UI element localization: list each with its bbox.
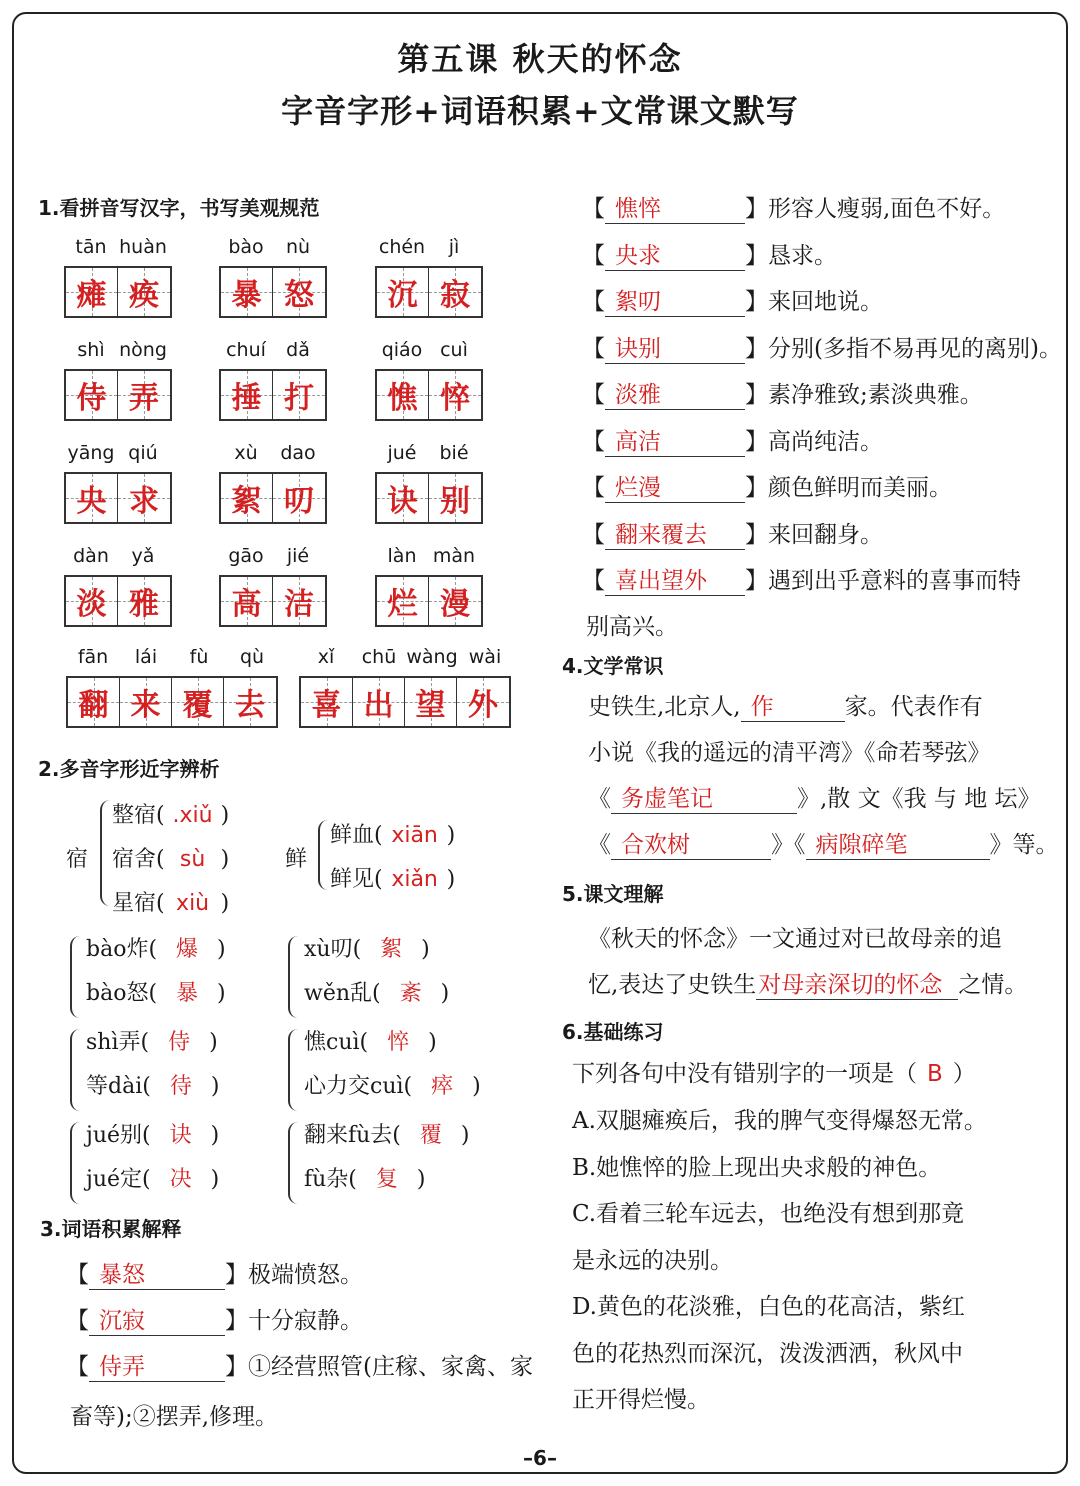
pinyin-label: wài: [468, 646, 502, 668]
pinyin-label: jué: [387, 442, 417, 464]
pinyin-label: fān: [77, 646, 109, 668]
pinyin-label: nòng: [119, 339, 167, 361]
tianzige-cell: [273, 577, 325, 625]
bracket-open: 【: [582, 428, 605, 455]
prompt-text: 星宿(: [112, 891, 165, 916]
section-5-heading: 5.课文理解: [562, 882, 664, 906]
vocab-item: [582, 376, 983, 410]
bracket-open: 【: [66, 1262, 89, 1288]
pinyin-label: qù: [239, 646, 265, 668]
definition: 】形容人瘦弱,面色不好。: [745, 196, 1006, 222]
tianzige-cell: [377, 577, 429, 625]
pinyin-label: qiú: [128, 442, 158, 464]
definition: 】颜色鲜明而美丽。: [745, 475, 952, 501]
answer: 待: [169, 1074, 192, 1099]
pinyin-label: bào: [228, 236, 264, 258]
answer: 侍弄: [99, 1354, 145, 1380]
answer-blank: [605, 237, 745, 271]
tianzige-cell: [301, 678, 353, 726]
tianzige-box: [219, 266, 327, 318]
polyphone-head-su: 宿: [66, 847, 89, 872]
bracket-open: 【: [582, 521, 605, 548]
vocab-item: [66, 1256, 363, 1290]
pinyin-label: jié: [286, 545, 310, 567]
pinyin-label: yāng: [67, 442, 115, 464]
answer-char: 雅: [129, 587, 159, 622]
tianzige-box: [66, 676, 278, 728]
brace: [70, 1029, 80, 1111]
tianzige-box: [375, 369, 483, 421]
tianzige-cell: [221, 474, 273, 522]
definition: 】①经营照管(庄稼、家禽、家: [225, 1354, 533, 1380]
exercise-line: B.她憔悴的脸上现出央求般的神色。: [572, 1154, 942, 1181]
answer: 淡雅: [615, 382, 661, 408]
vocab-item: [582, 237, 837, 271]
prompt-text: wěn乱(: [304, 981, 381, 1006]
answer: 暴: [176, 981, 199, 1006]
vocab-item: [66, 1302, 363, 1336]
fill-row: [304, 1118, 470, 1149]
tianzige-cell: [273, 474, 325, 522]
answer: 诀: [169, 1123, 192, 1148]
brace: [70, 936, 80, 1018]
prompt-text: 憔cuì(: [304, 1030, 369, 1055]
answer: 紊: [399, 981, 422, 1006]
answer-char: 暴: [231, 278, 262, 313]
answer-char: 去: [235, 688, 265, 723]
exercise-line: 是永远的决别。: [572, 1247, 733, 1274]
definition: 】遇到出乎意料的喜事而特: [745, 568, 1021, 594]
answer-char: 悴: [440, 381, 470, 416]
answer: 悴: [387, 1030, 410, 1055]
answer-char: 憔: [387, 381, 418, 416]
answer: 作: [750, 694, 774, 720]
section-1-heading: 1.看拼音写汉字，书写美观规范: [38, 196, 320, 220]
answer-char: 淡: [76, 587, 107, 622]
tianzige-cell: [118, 474, 170, 522]
fill-row: [304, 932, 430, 963]
pinyin-label: xǐ: [317, 646, 335, 668]
tianzige-cell: [377, 371, 429, 419]
answer: 喜出望外: [615, 568, 707, 594]
comprehension-line-2: 忆,表达了史铁生对母亲深切的怀念 之情。: [588, 966, 1027, 1000]
literature-line-1: 史铁生,北京人, 作 家。代表作有: [588, 688, 983, 722]
pinyin-label: nù: [285, 236, 311, 258]
answer: 爆: [176, 937, 199, 962]
bracket-open: 【: [582, 475, 605, 501]
answer-char: 叨: [284, 484, 314, 519]
tianzige-box: [219, 575, 327, 627]
tianzige-cell: [68, 678, 120, 726]
exercise-line: 色的花热烈而深沉，泼泼洒洒，秋风中: [572, 1340, 963, 1367]
tianzige-cell: [429, 577, 481, 625]
fill-row: [86, 1118, 219, 1149]
pinyin-label: yǎ: [131, 545, 155, 567]
prompt-text: jué定(: [86, 1167, 151, 1192]
brace: [288, 1122, 298, 1204]
tianzige-cell: [221, 371, 273, 419]
answer-blank: [89, 1348, 225, 1382]
tianzige-box: [64, 472, 172, 524]
definition: 】分别(多指不易再见的离别)。: [745, 335, 1062, 362]
section-4-heading: 4.文学常识: [562, 654, 664, 678]
bracket-open: 【: [66, 1354, 89, 1380]
pinyin-label: cuì: [440, 339, 468, 361]
close-paren: ): [210, 1167, 220, 1192]
answer-char: 外: [468, 688, 498, 723]
vocab-item: [582, 562, 1021, 596]
answer-char: 打: [284, 381, 314, 416]
prompt-text: 鲜血(: [330, 823, 383, 848]
exercise-line: 正开得烂慢。: [572, 1387, 710, 1413]
fill-row: [86, 1025, 218, 1056]
bracket-open: 【: [66, 1308, 89, 1334]
exercise-line: A.双腿瘫痪后，我的脾气变得爆怒无常。: [572, 1108, 987, 1134]
tianzige-cell: [429, 474, 481, 522]
close-paren: ): [446, 867, 456, 892]
prompt-text: 翻来fù去(: [304, 1123, 401, 1148]
exercise-line: D.黄色的花淡雅，白色的花高洁，紫红: [572, 1294, 965, 1320]
tianzige-box: [219, 369, 327, 421]
pinyin-label: gāo: [228, 545, 264, 567]
close-paren: ): [428, 1030, 437, 1055]
tianzige-box: [64, 266, 172, 318]
tianzige-cell: [221, 577, 273, 625]
answer: 瘁: [431, 1074, 454, 1099]
pinyin-label: shì: [77, 339, 105, 361]
tianzige-box: [375, 266, 483, 318]
answer-blank: [605, 562, 745, 596]
answer: 务虚笔记: [621, 786, 713, 812]
prompt-text: fù杂(: [304, 1167, 357, 1192]
close-paren: ): [421, 937, 430, 962]
pinyin-label: chén: [378, 236, 426, 258]
bracket-open: 【: [582, 242, 605, 269]
tianzige-cell: [120, 678, 172, 726]
answer-char: 沉: [387, 278, 418, 313]
tianzige-cell: [172, 678, 224, 726]
tianzige-cell: [377, 474, 429, 522]
fill-row: [330, 862, 455, 893]
answer: 对母亲深切的怀念: [758, 972, 943, 998]
close-paren: ): [220, 803, 230, 828]
answer: 合欢树: [621, 832, 690, 858]
answer: sù: [179, 847, 206, 872]
tianzige-box: [64, 575, 172, 627]
answer-blank: [89, 1256, 225, 1290]
prompt-text: 宿舍(: [112, 847, 165, 872]
answer-blank: [605, 423, 745, 457]
tianzige-cell: [377, 268, 429, 316]
answer: 絮叨: [615, 289, 661, 315]
fill-row: [330, 818, 455, 849]
lesson-title: 第五课 秋天的怀念: [397, 40, 683, 78]
definition: 】十分寂静。: [225, 1308, 363, 1334]
section-6-heading: 6.基础练习: [562, 1020, 664, 1044]
pinyin-label: dǎ: [286, 339, 310, 361]
section-2-heading: 2.多音字形近字辨析: [38, 757, 220, 781]
answer: 覆: [419, 1123, 442, 1148]
tianzige-cell: [118, 268, 170, 316]
brace: [100, 800, 110, 906]
bracket-open: 【: [582, 335, 605, 362]
fill-row: [86, 1162, 219, 1193]
tianzige-cell: [66, 371, 118, 419]
close-paren: ): [460, 1123, 470, 1148]
pinyin-label: qiáo: [381, 339, 423, 361]
answer: 暴怒: [99, 1262, 145, 1288]
definition: 】素净雅致;素淡典雅。: [745, 382, 983, 408]
vocab-item: [582, 516, 883, 550]
prompt-text: 等dài(: [86, 1074, 151, 1099]
fill-row: [112, 842, 229, 873]
pinyin-label: huàn: [119, 236, 167, 258]
vocab-item: [582, 330, 1062, 364]
prompt-text: 整宿(: [112, 803, 165, 828]
exercise-question: 下列各句中没有错别字的一项是（ B ）: [572, 1061, 976, 1087]
vocab-item: [582, 423, 883, 457]
literature-line-2: 小说《我的遥远的清平湾》《命若琴弦》: [588, 740, 991, 766]
answer-char: 诀: [387, 484, 418, 519]
fill-row: [86, 1069, 219, 1100]
answer-char: 瘫: [76, 278, 107, 313]
tianzige-cell: [405, 678, 457, 726]
close-paren: ): [416, 1167, 426, 1192]
definition: 】极端愤怒。: [225, 1262, 363, 1288]
answer-char: 侍: [76, 381, 107, 416]
answer-blank: [605, 469, 745, 503]
prompt-text: bào炸(: [86, 937, 158, 962]
vocab-item: [582, 190, 1005, 224]
pinyin-label: xù: [234, 442, 258, 464]
pinyin-label: dao: [280, 442, 316, 464]
fill-row: [304, 1162, 426, 1193]
tianzige-box: [375, 575, 483, 627]
vocab-continuation: 畜等);②摆弄,修理。: [70, 1404, 279, 1430]
definition: 】来回翻身。: [745, 521, 883, 548]
vocab-continuation: 别高兴。: [586, 614, 678, 640]
prompt-text: jué别(: [86, 1123, 151, 1148]
answer: 央求: [615, 242, 661, 269]
prompt-text: 心力交cuì(: [304, 1074, 413, 1099]
tianzige-cell: [221, 268, 273, 316]
brace: [318, 820, 328, 890]
pinyin-label: wàng: [406, 646, 458, 668]
fill-row: [112, 798, 229, 829]
bracket-open: 【: [582, 289, 605, 315]
answer-char: 出: [363, 688, 394, 723]
pinyin-label: lái: [134, 646, 158, 668]
pinyin-label: dàn: [73, 545, 109, 567]
answer-char: 捶: [231, 381, 262, 416]
answer-char: 絮: [231, 484, 262, 519]
tianzige-box: [64, 369, 172, 421]
section-3-heading: 3.词语积累解释: [40, 1217, 182, 1241]
tianzige-box: [375, 472, 483, 524]
close-paren: ): [217, 937, 226, 962]
definition: 】恳求。: [745, 242, 837, 269]
tianzige-cell: [66, 474, 118, 522]
pinyin-label: tān: [75, 236, 107, 258]
answer-char: 弄: [129, 381, 159, 416]
answer-blank: [605, 283, 745, 317]
lesson-subtitle: 字音字形+词语积累+文常课文默写: [281, 92, 799, 130]
page-number: –6–: [523, 1446, 557, 1470]
pinyin-label: làn: [387, 545, 417, 567]
answer-char: 来: [130, 688, 161, 723]
pinyin-label: jì: [448, 236, 460, 258]
answer-blank: [605, 516, 745, 550]
tianzige-cell: [273, 268, 325, 316]
fill-row: [304, 976, 449, 1007]
brace: [288, 936, 298, 1018]
tianzige-box: [219, 472, 327, 524]
literature-line-4: 《 合欢树 》《 病隙碎笔 》等。: [588, 826, 1059, 860]
answer-char: 高: [231, 587, 262, 622]
answer: 沉寂: [99, 1308, 145, 1334]
pinyin-label: màn: [432, 545, 476, 567]
tianzige-cell: [66, 268, 118, 316]
bracket-open: 【: [582, 196, 605, 222]
answer-char: 漫: [440, 587, 470, 622]
close-paren: ): [209, 1030, 218, 1055]
answer-char: 覆: [182, 688, 213, 723]
close-paren: ): [440, 981, 450, 1006]
vocab-item: [582, 283, 883, 317]
tianzige-cell: [457, 678, 509, 726]
pinyin-label: chū: [361, 646, 397, 668]
answer-blank: [605, 190, 745, 224]
tianzige-cell: [353, 678, 405, 726]
close-paren: ): [220, 847, 230, 872]
answer-blank: [605, 330, 745, 364]
fill-row: [304, 1069, 481, 1100]
answer-char: 烂: [387, 587, 418, 622]
answer: 烂漫: [615, 475, 661, 501]
tianzige-cell: [224, 678, 276, 726]
answer: 絮: [380, 937, 403, 962]
prompt-text: shì弄(: [86, 1030, 150, 1055]
pinyin-label: chuí: [226, 339, 266, 361]
prompt-text: 鲜见(: [330, 867, 383, 892]
answer-char: 寂: [440, 278, 470, 313]
pinyin-label: fù: [189, 646, 209, 668]
close-paren: ): [217, 981, 226, 1006]
answer: B: [927, 1061, 943, 1087]
bracket-open: 【: [582, 568, 605, 594]
answer-blank: [605, 376, 745, 410]
answer: 病隙碎笔: [815, 832, 908, 858]
answer-char: 别: [440, 484, 470, 519]
answer: xiān: [391, 823, 438, 848]
tianzige-box: [299, 676, 511, 728]
literature-line-3: 《 务虚笔记 》,散 文《我 与 地 坛》: [588, 780, 1041, 814]
answer: 翻来覆去: [615, 521, 707, 548]
answer-char: 怒: [284, 278, 314, 313]
definition: 】高尚纯洁。: [745, 428, 883, 455]
answer-blank: [89, 1302, 225, 1336]
fill-row: [86, 932, 226, 963]
answer-char: 洁: [284, 587, 314, 622]
tianzige-cell: [66, 577, 118, 625]
close-paren: ): [472, 1074, 481, 1099]
answer: xiǎn: [391, 867, 438, 892]
answer: 复: [375, 1167, 398, 1192]
definition: 】来回地说。: [745, 289, 883, 315]
bracket-open: 【: [582, 382, 605, 408]
answer: xiù: [176, 891, 210, 916]
vocab-item: [66, 1348, 533, 1382]
answer-char: 痪: [129, 278, 159, 313]
prompt-text: xù叨(: [304, 937, 362, 962]
answer-char: 央: [76, 484, 107, 519]
close-paren: ): [446, 823, 456, 848]
fill-row: [112, 886, 229, 917]
answer-char: 喜: [311, 688, 342, 723]
tianzige-cell: [273, 371, 325, 419]
pinyin-label: bié: [439, 442, 469, 464]
tianzige-cell: [118, 577, 170, 625]
answer: 高洁: [615, 428, 661, 455]
brace: [70, 1122, 80, 1204]
tianzige-cell: [118, 371, 170, 419]
fill-row: [86, 976, 226, 1007]
tianzige-cell: [429, 371, 481, 419]
polyphone-head-xian: 鲜: [285, 847, 308, 872]
close-paren: ): [210, 1123, 220, 1148]
fill-row: [304, 1025, 437, 1056]
answer-char: 翻: [78, 688, 109, 723]
prompt-text: bào怒(: [86, 981, 158, 1006]
answer: 诀别: [615, 335, 661, 362]
answer-char: 求: [129, 484, 159, 519]
answer: 侍: [168, 1030, 191, 1055]
answer: .xiǔ: [172, 803, 213, 828]
answer-char: 望: [415, 688, 446, 723]
close-paren: ): [210, 1074, 220, 1099]
close-paren: ): [220, 891, 230, 916]
vocab-item: [582, 469, 952, 503]
exercise-line: C.看着三轮车远去，也绝没有想到那竟: [572, 1201, 965, 1227]
answer: 决: [169, 1167, 192, 1192]
answer: 憔悴: [615, 196, 661, 222]
brace: [288, 1029, 298, 1111]
tianzige-cell: [429, 268, 481, 316]
comprehension-line-1: 《秋天的怀念》一文通过对已故母亲的追: [588, 926, 1002, 952]
